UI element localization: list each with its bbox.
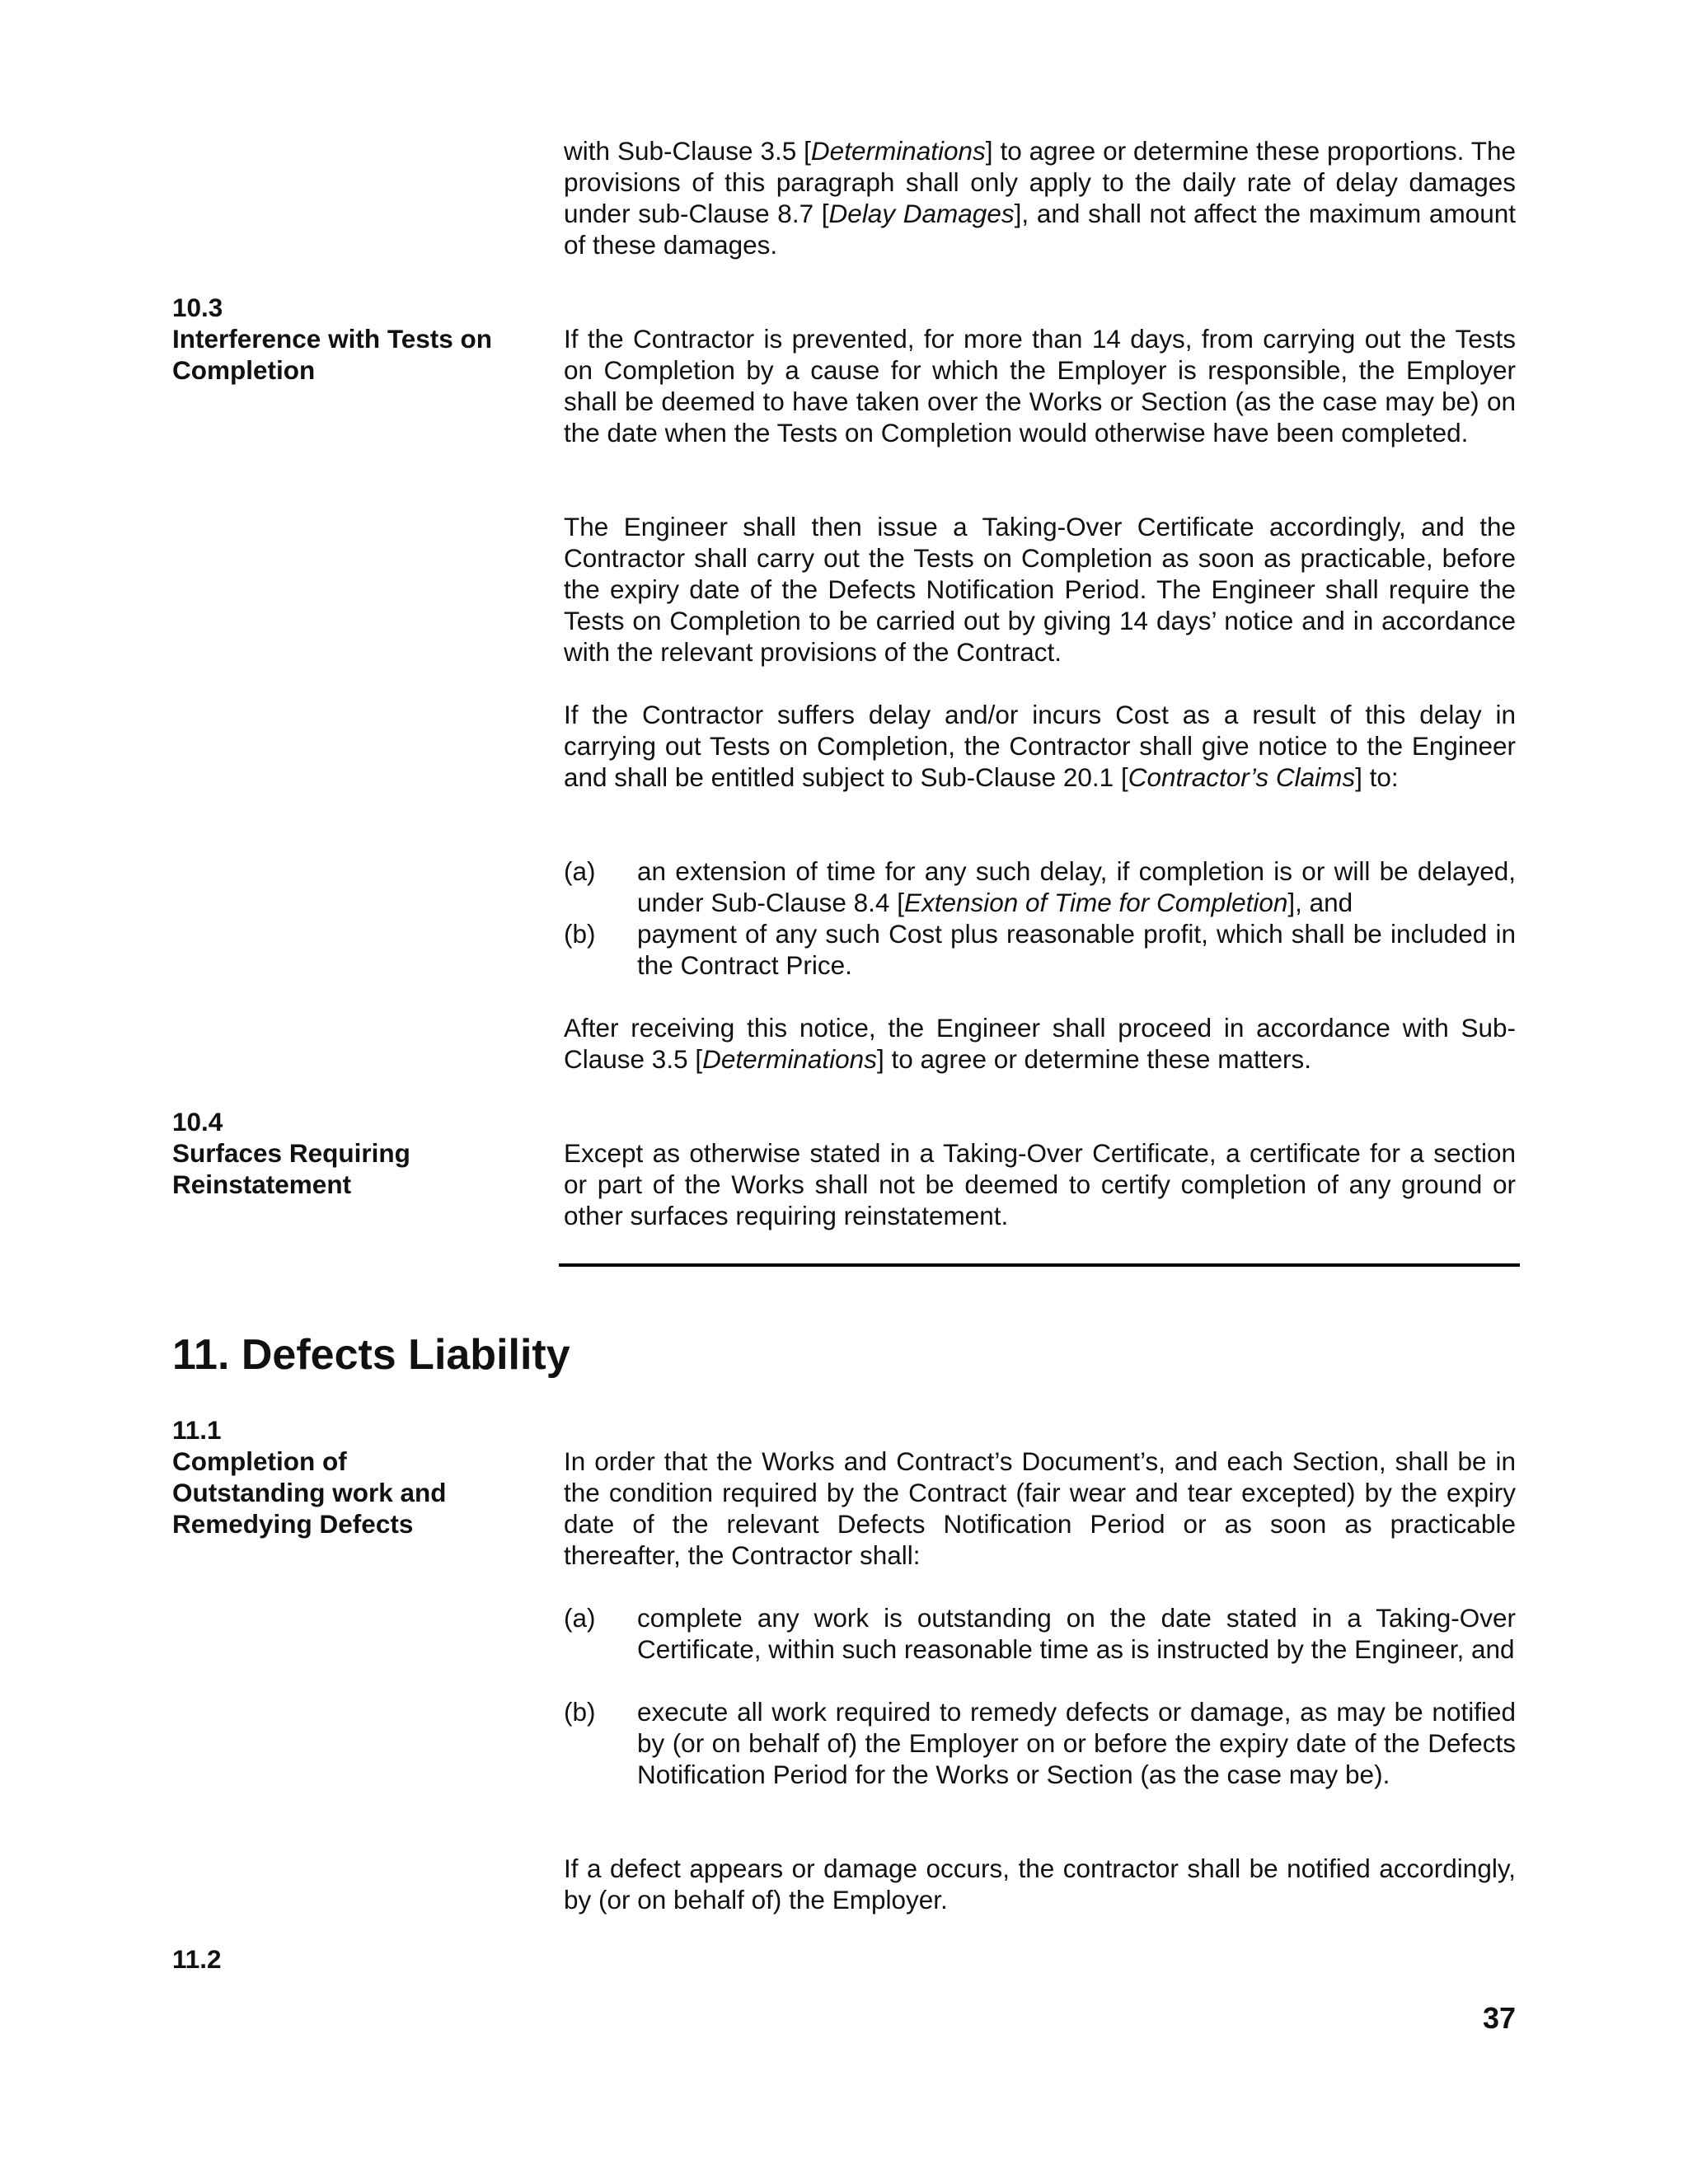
list-item-label: (a) xyxy=(564,856,596,886)
clause-number: 10.4 xyxy=(172,1107,223,1137)
clause-paragraph: If the Contractor is prevented, for more than 14 days, from carrying out the Tests on Completion by a cause for which the Employer is responsible, the Employer shall be deemed to have taken over the Works or Section (as the case may be) on the date when the Tests on Completion would otherwise have been completed. xyxy=(564,324,1516,448)
list-item xyxy=(564,1602,1516,1696)
clause-paragraph: If the Contractor suffers delay and/or incurs Cost as a result of this delay in carrying out Tests on Completion, the Contractor shall give notice to the Engineer and shall be entitled subject to Sub-Clause 20.1 [Contractor’s Claims] to: xyxy=(564,700,1516,792)
clause-paragraph: The Engineer shall then issue a Taking-Over Certificate accordingly, and the Contractor shall carry out the Tests on Completion as soon as practicable, before the expiry date of the Defects Notification Period. The Engineer shall require the Tests on Completion to be carried out by giving 14 days’ notice and in accordance with the relevant provisions of the Contract. xyxy=(564,512,1516,667)
list-item xyxy=(564,855,1516,918)
clause-paragraph: If a defect appears or damage occurs, the contractor shall be notified accordingly, by (or on behalf of) the Employer. xyxy=(564,1854,1516,1915)
list-item-text: an extension of time for any such delay, if completion is or will be delayed, under Sub-Clause 8.4 [Extension of Time for Completion], and xyxy=(637,856,1516,917)
clause-title: Interference with Tests on Completion xyxy=(172,324,492,385)
continuation-paragraph: with Sub-Clause 3.5 [Determinations] to agree or determine these proportions. The provisions of this paragraph shall only apply to the daily rate of delay damages under sub-Clause 8.7 [Delay Damages], and shall not affect the maximum amount of these damages. xyxy=(564,136,1517,260)
list-item xyxy=(564,918,1516,981)
clause-title: Completion of Outstanding work and Remedying Defects xyxy=(172,1446,447,1539)
page-number: 37 xyxy=(1482,2001,1516,2035)
clause-paragraph: In order that the Works and Contract’s Document’s, and each Section, shall be in the condition required by the Contract (fair wear and tear excepted) by the expiry date of the relevant Defects Notification Period or as soon as practicable thereafter, the Contractor shall: xyxy=(564,1446,1516,1570)
list-item-text: payment of any such Cost plus reasonable profit, which shall be included in the Contract Price. xyxy=(637,919,1516,980)
clause-number: 10.3 xyxy=(172,293,223,322)
section-divider xyxy=(559,1263,1520,1267)
list-item-label: (b) xyxy=(564,919,596,949)
clause-paragraph: Except as otherwise stated in a Taking-Over Certificate, a certificate for a section or part of the Works shall not be deemed to certify completion of any ground or other surfaces requiring reinstatement. xyxy=(564,1138,1516,1230)
list-item-label: (b) xyxy=(564,1697,596,1727)
section-title: 11. Defects Liability xyxy=(172,1331,570,1379)
list-item-text: complete any work is outstanding on the date stated in a Taking-Over Certificate, within such reasonable time as is instructed by the Engineer, and xyxy=(637,1603,1516,1664)
list-item-text: execute all work required to remedy defects or damage, as may be notified by (or on behalf of) the Employer on or before the expiry date of the Defects Notification Period for the Works or Section (as the case may be). xyxy=(637,1697,1516,1789)
list-item xyxy=(564,1696,1516,1821)
clause-number: 11.2 xyxy=(172,1944,222,1974)
clause-number: 11.1 xyxy=(172,1415,222,1445)
list-item-label: (a) xyxy=(564,1603,596,1633)
clause-paragraph: After receiving this notice, the Engineer shall proceed in accordance with Sub-Clause 3.5 [Determinations] to agree or determine these matters. xyxy=(564,1013,1516,1074)
clause-title: Surfaces Requiring Reinstatement xyxy=(172,1138,410,1199)
